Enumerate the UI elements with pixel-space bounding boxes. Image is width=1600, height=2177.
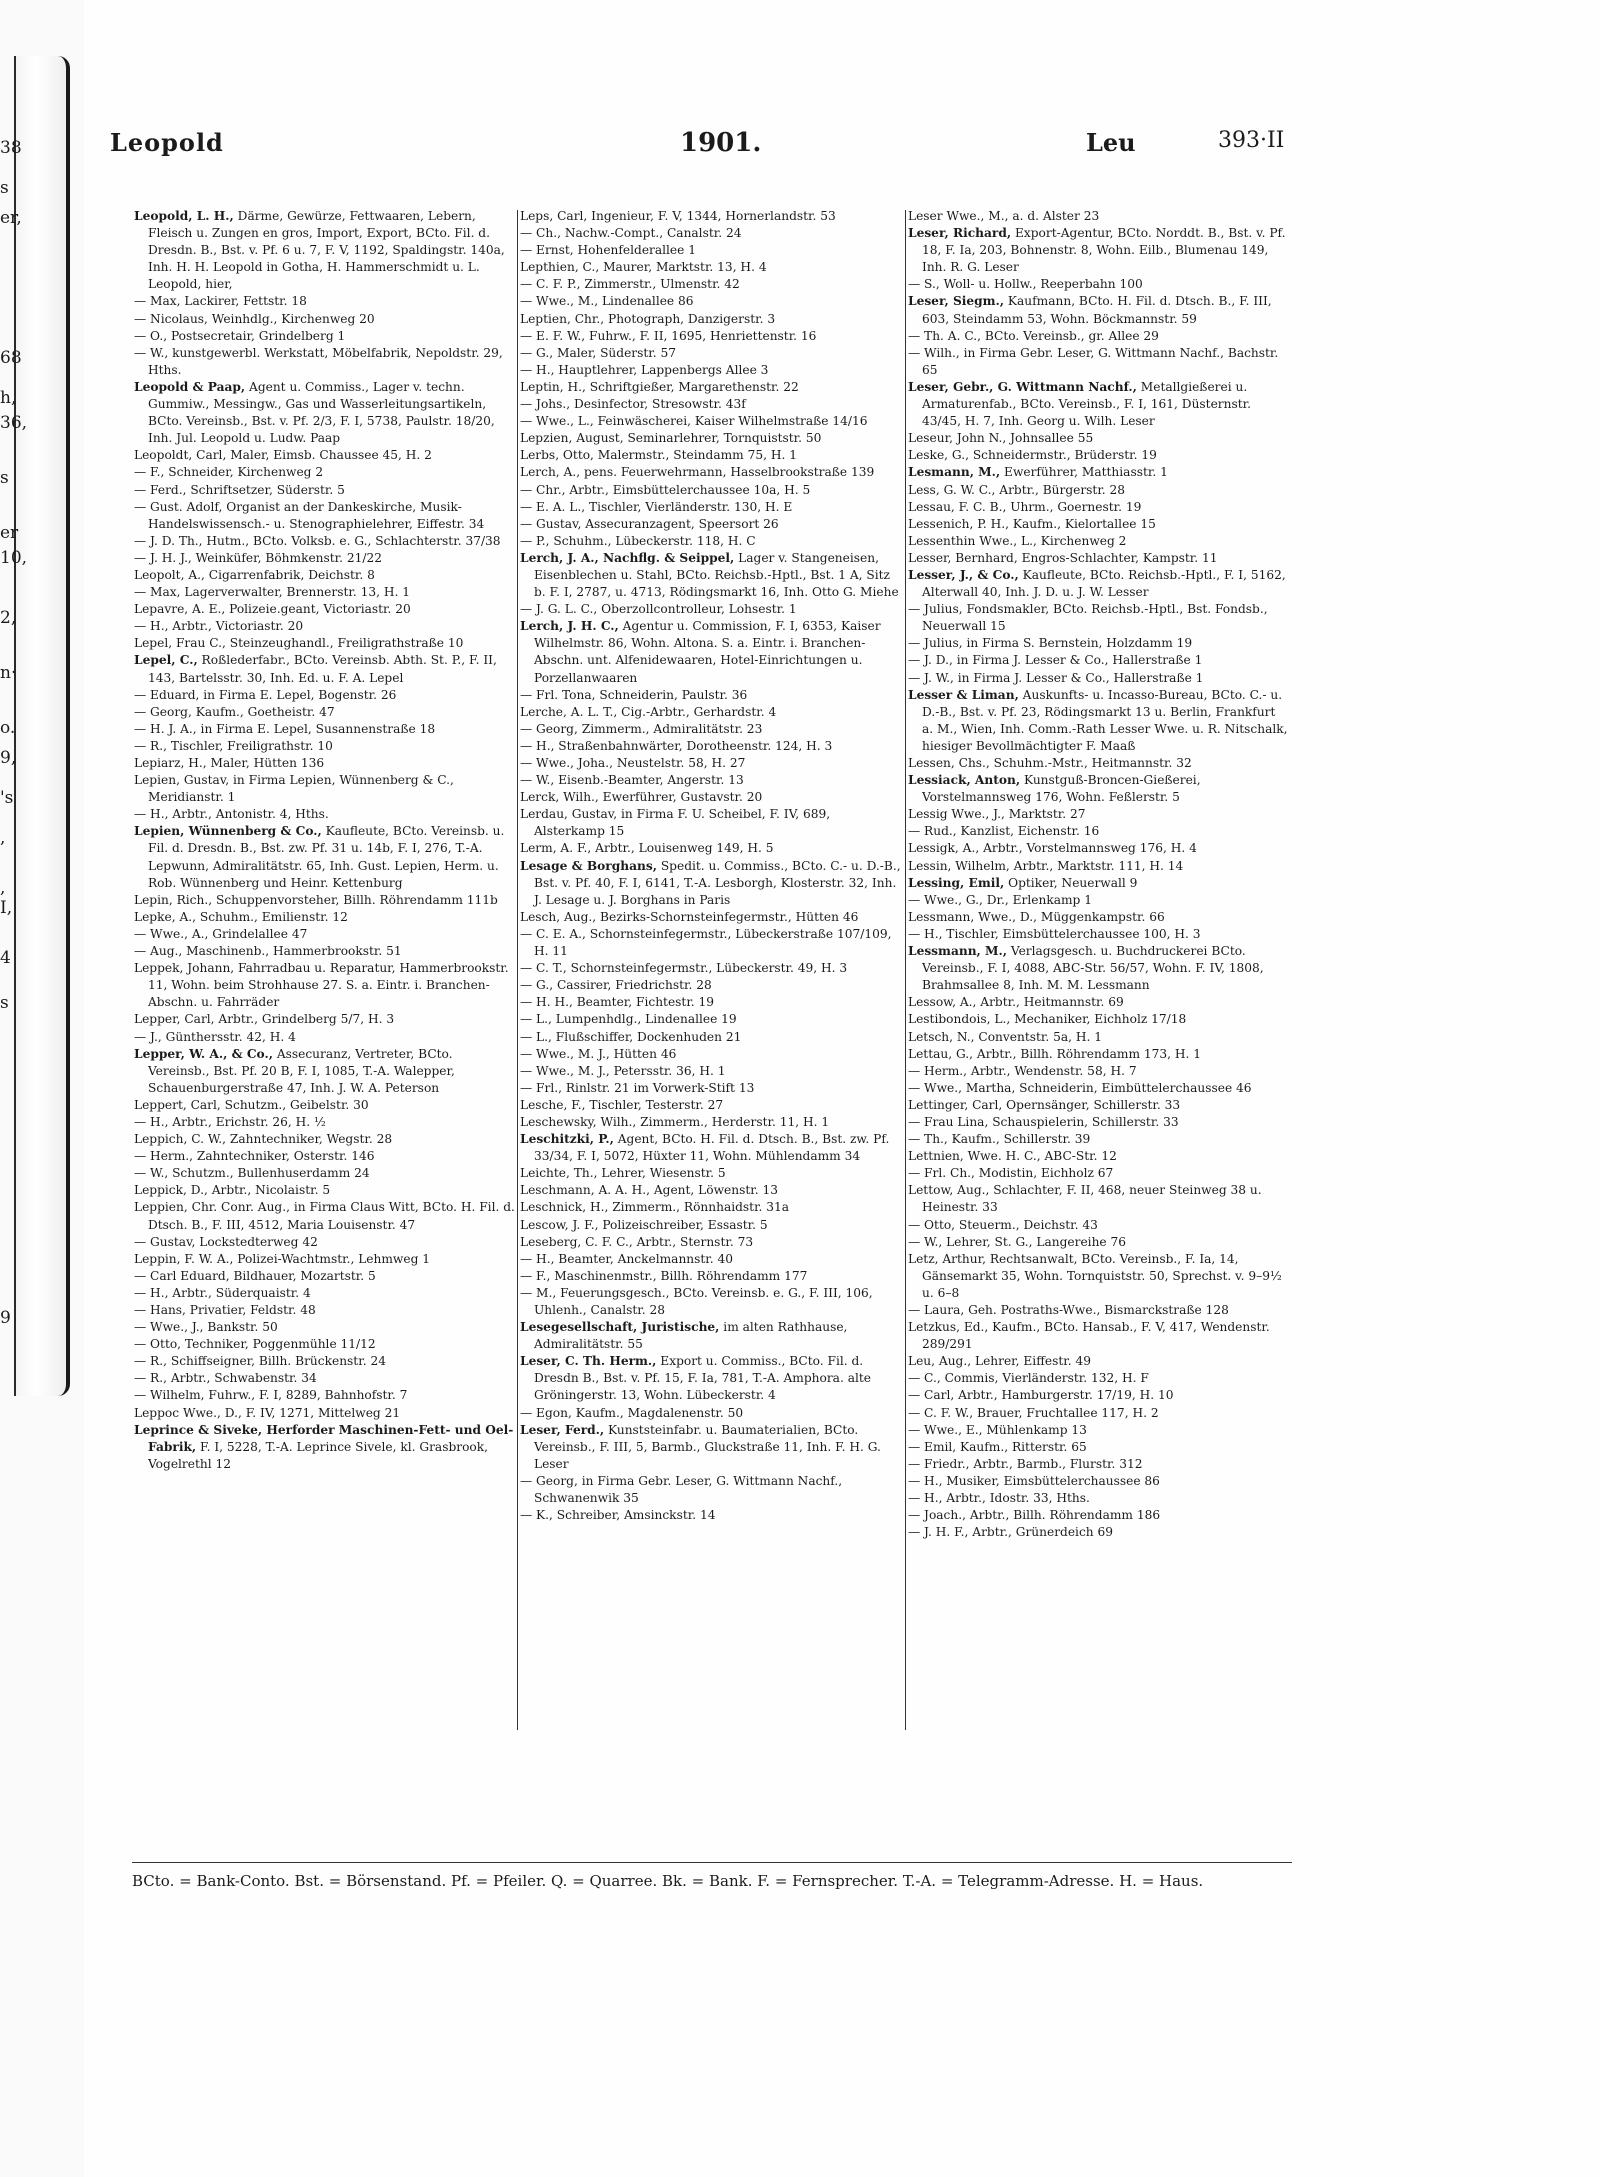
running-head-left: Leopold — [110, 128, 224, 157]
column-divider — [517, 210, 518, 1730]
directory-entry: — M., Feuerungsgesch., BCto. Vereinsb. e. G., F. III, 106, Uhlenh., Canalstr. 28 — [520, 1285, 873, 1317]
directory-entry: Leprince & Siveke, Herforder Maschinen-Fett- und Oel-Fabrik, F. I, 5228, T.-A. Leprince Sivele, kl. Grasbrook, Vogelrethl 12 — [134, 1422, 514, 1471]
directory-entry: — Rud., Kanzlist, Eichenstr. 16 — [908, 824, 1100, 839]
margin-fragment: 36, — [0, 413, 28, 433]
directory-entry: Lepthien, C., Maurer, Marktstr. 13, H. 4 — [520, 260, 767, 275]
directory-entry: Lessenich, P. H., Kaufm., Kielortallee 15 — [908, 516, 1156, 531]
directory-entry: — Frl., Rinlstr. 21 im Vorwerk-Stift 13 — [520, 1080, 755, 1095]
directory-entry: — W., Schutzm., Bullenhuserdamm 24 — [134, 1166, 370, 1181]
directory-entry: — Laura, Geh. Postraths-Wwe., Bismarckstraße 128 — [908, 1303, 1229, 1317]
directory-entry: — Wilh., in Firma Gebr. Leser, G. Wittmann Nachf., Bachstr. 65 — [908, 345, 1279, 377]
directory-entry: — Hans, Privatier, Feldstr. 48 — [134, 1303, 316, 1317]
directory-entry: Lessenthin Wwe., L., Kirchenweg 2 — [908, 533, 1127, 548]
directory-entry: — Ch., Nachw.-Compt., Canalstr. 24 — [520, 226, 742, 241]
directory-entry: Leschewsky, Wilh., Zimmerm., Herderstr. 11, H. 1 — [520, 1114, 830, 1129]
directory-entry: — H., Beamter, Anckelmannstr. 40 — [520, 1251, 734, 1266]
directory-entry: — Herm., Arbtr., Wendenstr. 58, H. 7 — [908, 1063, 1137, 1078]
directory-entry: Lesche, F., Tischler, Testerstr. 27 — [520, 1097, 724, 1112]
margin-fragment: s — [0, 993, 9, 1013]
directory-entry: Lesmann, M., Ewerführer, Matthiasstr. 1 — [908, 465, 1168, 480]
directory-entry: — J. D., in Firma J. Lesser & Co., Hallerstraße 1 — [908, 653, 1203, 668]
directory-entry: — H., Tischler, Eimsbüttelerchaussee 100, H. 3 — [908, 926, 1201, 941]
directory-entry: Lettnien, Wwe. H. C., ABC-Str. 12 — [908, 1149, 1117, 1164]
directory-entry: — Egon, Kaufm., Magdalenenstr. 50 — [520, 1405, 744, 1420]
directory-entry: Lesser, J., & Co., Kaufleute, BCto. Reichsb.-Hptl., F. I, 5162, Alterwall 40, Inh. J. D. u. J. W. Lesser — [908, 567, 1286, 600]
directory-entry: — L., Lumpenhdlg., Lindenallee 19 — [520, 1012, 737, 1027]
directory-entry: Lessow, A., Arbtr., Heitmannstr. 69 — [908, 995, 1124, 1010]
directory-entry: Leske, G., Schneidermstr., Brüderstr. 19 — [908, 448, 1157, 463]
directory-entry: Lepavre, A. E., Polizeie.geant, Victoriastr. 20 — [134, 602, 411, 617]
directory-entry: — C. F. P., Zimmerstr., Ulmenstr. 42 — [520, 277, 740, 292]
directory-entry: — Herm., Zahntechniker, Osterstr. 146 — [134, 1149, 375, 1164]
directory-entry: Leser, Gebr., G. Wittmann Nachf., Metallgießerei u. Armaturenfab., BCto. Vereinsb., F. I, 161, Düsternstr. 43/45, H. 7, Inh. Georg u. Wilh. Leser — [908, 379, 1251, 429]
directory-entry: Lerche, A. L. T., Cig.-Arbtr., Gerhardstr. 4 — [520, 704, 777, 719]
column-divider — [905, 210, 906, 1730]
directory-entry: Leptien, Chr., Photograph, Danzigerstr. 3 — [520, 311, 776, 326]
directory-entry: Lettau, G., Arbtr., Billh. Röhrendamm 173, H. 1 — [908, 1046, 1202, 1061]
directory-entry: Lesser, Bernhard, Engros-Schlachter, Kampstr. 11 — [908, 550, 1218, 565]
directory-entry: — Th. A. C., BCto. Vereinsb., gr. Allee 29 — [908, 328, 1159, 343]
margin-fragment: h, — [0, 388, 17, 408]
directory-entry: — C., Commis, Vierländerstr. 132, H. F — [908, 1371, 1149, 1386]
directory-entry: Lettow, Aug., Schlachter, F. II, 468, neuer Steinweg 38 u. Heinestr. 33 — [908, 1183, 1262, 1215]
directory-entry: Leseur, John N., Johnsallee 55 — [908, 431, 1094, 446]
directory-entry: Lerbs, Otto, Malermstr., Steindamm 75, H. 1 — [520, 448, 797, 463]
page-number: 393·II — [1218, 128, 1285, 153]
directory-entry: — Th., Kaufm., Schillerstr. 39 — [908, 1132, 1091, 1147]
directory-entry: — W., kunstgewerbl. Werkstatt, Möbelfabrik, Nepoldstr. 29, Hths. — [134, 345, 503, 377]
directory-entry: Lessigk, A., Arbtr., Vorstelmannsweg 176, H. 4 — [908, 841, 1197, 856]
directory-entry: — H., Straßenbahnwärter, Dorotheenstr. 124, H. 3 — [520, 738, 833, 753]
directory-entry: Less, G. W. C., Arbtr., Bürgerstr. 28 — [908, 482, 1126, 497]
directory-entry: Lepke, A., Schuhm., Emilienstr. 12 — [134, 909, 348, 924]
directory-entry: Leschitzki, P., Agent, BCto. H. Fil. d. Dtsch. B., Bst. zw. Pf. 33/34, F. I, 5072, Hüxter 11, Wohn. Mühlendamm 34 — [520, 1132, 890, 1164]
directory-entry: Leopold, L. H., Därme, Gewürze, Fettwaaren, Lebern, Fleisch u. Zungen en gros, Import, Export, BCto. Fil. d. Dresdn. B., Bst. v. Pf. 6 u. 7, F. V, 1192, Spaldingstr. 140a, Inh. H. H. Leopold in Gotha, H. Hammerschmidt u. L. Leopold, hier, — [134, 209, 505, 292]
year-heading: 1901. — [680, 128, 762, 158]
directory-entry: Lerdau, Gustav, in Firma F. U. Scheibel, F. IV, 689, Alsterkamp 15 — [520, 807, 831, 839]
directory-entry: Lerck, Wilh., Ewerführer, Gustavstr. 20 — [520, 790, 763, 805]
directory-entry: Lestibondois, L., Mechaniker, Eichholz 17/18 — [908, 1012, 1187, 1027]
directory-entry: Leppert, Carl, Schutzm., Geibelstr. 30 — [134, 1097, 369, 1112]
directory-entry: Lesage & Borghans, Spedit. u. Commiss., BCto. C.- u. D.-B., Bst. v. Pf. 40, F. I, 6141, T.-A. Lesborgh, Klosterstr. 32, Inh. J. Lesage u. J. Borghans in Paris — [520, 858, 901, 907]
directory-entry: — C. F. W., Brauer, Fruchtallee 117, H. 2 — [908, 1405, 1159, 1420]
directory-entry: Lessmann, Wwe., D., Müggenkampstr. 66 — [908, 909, 1165, 924]
directory-entry: Lepel, C., Roßlederfabr., BCto. Vereinsb. Abth. St. P., F. II, 143, Bartelsstr. 30, Inh. Ed. u. F. A. Lepel — [134, 653, 497, 685]
margin-fragment: s — [0, 178, 9, 198]
directory-entry: — J. W., in Firma J. Lesser & Co., Hallerstraße 1 — [908, 670, 1204, 685]
directory-entry: — Ernst, Hohenfelderallee 1 — [520, 243, 696, 258]
directory-entry: Leschmann, A. A. H., Agent, Löwenstr. 13 — [520, 1183, 778, 1198]
directory-entry: Leichte, Th., Lehrer, Wiesenstr. 5 — [520, 1166, 726, 1181]
footer-rule — [132, 1862, 1292, 1863]
directory-entry: Lepper, Carl, Arbtr., Grindelberg 5/7, H. 3 — [134, 1012, 395, 1027]
directory-entry: — Carl, Arbtr., Hamburgerstr. 17/19, H. 10 — [908, 1388, 1174, 1403]
directory-entry: — Johs., Desinfector, Stresowstr. 43f — [520, 397, 746, 412]
directory-entry: — S., Woll- u. Hollw., Reeperbahn 100 — [908, 277, 1143, 292]
directory-entry: Leschnick, H., Zimmerm., Rönnhaidstr. 31a — [520, 1200, 790, 1215]
directory-entry: — J. H. J., Weinküfer, Böhmkenstr. 21/22 — [134, 550, 383, 565]
margin-fragment: er, — [0, 208, 22, 228]
directory-entry: Lerch, J. A., Nachflg. & Seippel, Lager v. Stangeneisen, Eisenblechen u. Stahl, BCto. Reichsb.-Hptl., Bst. 1 A, Sitz b. F. I, 2787, u. 4713, Rödingsmarkt 16, Inh. Otto G. Miehe — [520, 550, 899, 600]
directory-entry: — F., Schneider, Kirchenweg 2 — [134, 465, 324, 480]
directory-column-3 — [908, 208, 1288, 1868]
margin-fragment: n· — [0, 663, 17, 683]
directory-entry: — Wilhelm, Fuhrw., F. I, 8289, Bahnhofstr. 7 — [134, 1388, 408, 1403]
directory-entry: — Nicolaus, Weinhdlg., Kirchenweg 20 — [134, 311, 375, 326]
directory-entry: — Wwe., L., Feinwäscherei, Kaiser Wilhelmstraße 14/16 — [520, 414, 868, 429]
directory-entry: Lepzien, August, Seminarlehrer, Tornquiststr. 50 — [520, 431, 822, 446]
directory-entry: — W., Eisenb.-Beamter, Angerstr. 13 — [520, 773, 744, 788]
directory-entry: Lepien, Gustav, in Firma Lepien, Wünnenberg & C., Meridianstr. 1 — [134, 773, 454, 805]
directory-entry: Leppich, C. W., Zahntechniker, Wegstr. 28 — [134, 1132, 393, 1147]
directory-entry: Leptin, H., Schriftgießer, Margarethenstr. 22 — [520, 379, 799, 394]
directory-entry: Leppin, F. W. A., Polizei-Wachtmstr., Lehmweg 1 — [134, 1251, 431, 1266]
directory-entry: Leopold & Paap, Agent u. Commiss., Lager v. techn. Gummiw., Messingw., Gas und Wasserleitungsartikeln, BCto. Vereinsb., Bst. v. Pf. 2/3, F. I, 5738, Paulstr. 18/20, Inh. Jul. Leopold u. Ludw. Paap — [134, 379, 495, 446]
margin-fragment: 's — [0, 788, 14, 808]
directory-entry: — H., Arbtr., Süderquaistr. 4 — [134, 1285, 311, 1300]
directory-entry: Letzkus, Ed., Kaufm., BCto. Hansab., F. V, 417, Wendenstr. 289/291 — [908, 1320, 1270, 1352]
directory-entry: Lessen, Chs., Schuhm.-Mstr., Heitmannstr. 32 — [908, 756, 1192, 770]
directory-entry: — H., Arbtr., Erichstr. 26, H. ½ — [134, 1114, 326, 1129]
directory-entry: — J., Günthersstr. 42, H. 4 — [134, 1029, 296, 1044]
book-binding — [0, 0, 84, 2177]
directory-entry: — E. F. W., Fuhrw., F. II, 1695, Henriettenstr. 16 — [520, 328, 817, 343]
directory-entry: Lepiarz, H., Maler, Hütten 136 — [134, 756, 325, 770]
directory-entry: — Julius, Fondsmakler, BCto. Reichsb.-Hptl., Bst. Fondsb., Neuerwall 15 — [908, 602, 1268, 634]
directory-entry: — G., Cassirer, Friedrichstr. 28 — [520, 978, 712, 993]
directory-entry: Lepien, Wünnenberg & Co., Kaufleute, BCto. Vereinsb. u. Fil. d. Dresdn. B., Bst. zw. Pf. 31 u. 14b, F. I, 276, T.-A. Lepwunn, Admiralitätstr. 65, Inh. Gust. Lepien, Herm. u. Rob. Wünnenberg und Heinr. Kettenburg — [134, 824, 505, 890]
directory-entry: Lepper, W. A., & Co., Assecuranz, Vertreter, BCto. Vereinsb., Bst. Pf. 20 B, F. I, 1085, T.-A. Walepper, Schauenburgerstraße 47, Inh. J. W. A. Peterson — [134, 1046, 455, 1095]
directory-entry: — H., Arbtr., Victoriastr. 20 — [134, 619, 304, 634]
directory-entry: — Ferd., Schriftsetzer, Süderstr. 5 — [134, 482, 345, 497]
directory-entry: — Friedr., Arbtr., Barmb., Flurstr. 312 — [908, 1456, 1143, 1471]
directory-entry: — Julius, in Firma S. Bernstein, Holzdamm 19 — [908, 636, 1193, 651]
directory-entry: — H., Musiker, Eimsbüttelerchaussee 86 — [908, 1473, 1160, 1488]
directory-entry: Leser, Richard, Export-Agentur, BCto. Norddt. B., Bst. v. Pf. 18, F. Ia, 203, Bohnenstr. 8, Wohn. Eilb., Blumenau 149, Inh. R. G. Leser — [908, 226, 1286, 275]
directory-entry: Letsch, N., Conventstr. 5a, H. 1 — [908, 1029, 1103, 1044]
margin-fragment: I, — [0, 898, 13, 918]
directory-entry: — Wwe., M. J., Hütten 46 — [520, 1046, 677, 1061]
directory-entry: — P., Schuhm., Lübeckerstr. 118, H. C — [520, 533, 756, 548]
directory-entry: — H., Hauptlehrer, Lappenbergs Allee 3 — [520, 362, 769, 377]
directory-entry: — Wwe., Joha., Neustelstr. 58, H. 27 — [520, 756, 746, 770]
directory-entry: Lesch, Aug., Bezirks-Schornsteinfegermstr., Hütten 46 — [520, 909, 859, 924]
directory-entry: Lessig Wwe., J., Marktstr. 27 — [908, 807, 1086, 822]
directory-entry: — Gustav, Assecuranzagent, Speersort 26 — [520, 516, 779, 531]
directory-entry: Lessmann, M., Verlagsgesch. u. Buchdruckerei BCto. Vereinsb., F. I, 4088, ABC-Str. 56/57, Wohn. F. IV, 1808, Brahmsallee 8, Inh. M. M. Lessmann — [908, 944, 1264, 993]
directory-entry: — J. G. L. C., Oberzollcontrolleur, Lohsestr. 1 — [520, 602, 797, 617]
directory-entry: Leppick, D., Arbtr., Nicolaistr. 5 — [134, 1183, 331, 1198]
directory-entry: — O., Postsecretair, Grindelberg 1 — [134, 328, 346, 343]
directory-entry: — J. D. Th., Hutm., BCto. Volksb. e. G., Schlachterstr. 37/38 — [134, 533, 501, 548]
abbreviation-legend: BCto. = Bank-Conto. Bst. = Börsenstand. Pf. = Pfeiler. Q. = Quarree. Bk. = Bank. F. = Fernsprecher. T.-A. = Telegramm-Adresse. H. = Haus. — [132, 1872, 1204, 1890]
directory-entry: — F., Maschinenmstr., Billh. Röhrendamm 177 — [520, 1268, 808, 1283]
directory-entry: Leseberg, C. F. C., Arbtr., Sternstr. 73 — [520, 1234, 754, 1249]
directory-entry: — R., Arbtr., Schwabenstr. 34 — [134, 1371, 317, 1386]
directory-entry: Lerch, A., pens. Feuerwehrmann, Hasselbrookstraße 139 — [520, 465, 875, 480]
directory-entry: — Georg, Kaufm., Goetheistr. 47 — [134, 704, 335, 719]
directory-entry: Leser, C. Th. Herm., Export u. Commiss., BCto. Fil. d. Dresdn B., Bst. v. Pf. 15, F. Ia, 781, T.-A. Amphora. alte Gröningerstr. 13, Wohn. Lübeckerstr. 4 — [520, 1354, 871, 1403]
directory-entry: Lerm, A. F., Arbtr., Louisenweg 149, H. 5 — [520, 841, 774, 856]
directory-entry: Lepel, Frau C., Steinzeughandl., Freiligrathstraße 10 — [134, 636, 464, 651]
directory-entry: — K., Schreiber, Amsinckstr. 14 — [520, 1508, 716, 1523]
directory-entry: Leser, Siegm., Kaufmann, BCto. H. Fil. d. Dtsch. B., F. III, 603, Steindamm 53, Wohn. Böckmannstr. 59 — [908, 294, 1272, 326]
directory-entry: Lepin, Rich., Schuppenvorsteher, Billh. Röhrendamm 111b — [134, 892, 498, 907]
margin-fragment: er — [0, 523, 19, 543]
directory-entry: — Joach., Arbtr., Billh. Röhrendamm 186 — [908, 1508, 1161, 1523]
directory-column-2 — [520, 208, 904, 1868]
directory-entry: Lessin, Wilhelm, Arbtr., Marktstr. 111, H. 14 — [908, 858, 1184, 873]
directory-entry: — G., Maler, Süderstr. 57 — [520, 345, 677, 360]
directory-entry: — J. H. F., Arbtr., Grünerdeich 69 — [908, 1525, 1114, 1540]
directory-entry: — H. H., Beamter, Fichtestr. 19 — [520, 995, 715, 1010]
directory-entry: Lessiack, Anton, Kunstguß-Broncen-Gießerei, Vorstelmannsweg 176, Wohn. Feßlerstr. 5 — [908, 773, 1201, 805]
directory-entry: Leppek, Johann, Fahrradbau u. Reparatur, Hammerbrookstr. 11, Wohn. beim Strohhause 27. S. a. Eintr. i. Branchen-Abschn. u. Fahrräder — [134, 961, 509, 1010]
margin-fragment: o. — [0, 718, 16, 738]
directory-entry: Lessau, F. C. B., Uhrm., Goernestr. 19 — [908, 499, 1142, 514]
directory-entry: — L., Flußschiffer, Dockenhuden 21 — [520, 1029, 742, 1044]
directory-entry: — Frl. Ch., Modistin, Eichholz 67 — [908, 1166, 1114, 1181]
directory-entry: — Wwe., M. J., Petersstr. 36, H. 1 — [520, 1063, 726, 1078]
margin-fragment: 9, — [0, 748, 17, 768]
directory-entry: — Frau Lina, Schauspielerin, Schillerstr. 33 — [908, 1114, 1179, 1129]
directory-entry: Lesser & Liman, Auskunfts- u. Incasso-Bureau, BCto. C.- u. D.-B., Bst. v. Pf. 23, Rödingsmarkt 13 u. Berlin, Frankfurt a. M., Wien, Inh. Comm.-Rath Lesser Wwe. u. R. Nitschalk, hiesiger Bevollmächtigter F. Maaß — [908, 687, 1288, 753]
directory-entry: Leopolt, A., Cigarrenfabrik, Deichstr. 8 — [134, 567, 375, 582]
margin-fragment: 9 — [0, 1308, 11, 1328]
directory-entry: — Gust. Adolf, Organist an der Dankeskirche, Musik-Handelswissensch.- u. Stenographielehrer, Eiffestr. 34 — [134, 499, 485, 531]
directory-entry: Leppien, Chr. Conr. Aug., in Firma Claus Witt, BCto. H. Fil. d. Dtsch. B., F. III, 4512, Maria Louisenstr. 47 — [134, 1200, 515, 1232]
margin-fragment: 10, — [0, 548, 28, 568]
directory-entry: Lescow, J. F., Polizeischreiber, Essastr. 5 — [520, 1217, 768, 1232]
directory-entry: — Chr., Arbtr., Eimsbüttelerchaussee 10a, H. 5 — [520, 482, 811, 497]
directory-entry: — Carl Eduard, Bildhauer, Mozartstr. 5 — [134, 1268, 376, 1283]
directory-entry: — H., Arbtr., Antonistr. 4, Hths. — [134, 807, 329, 822]
directory-entry: — Eduard, in Firma E. Lepel, Bogenstr. 26 — [134, 687, 397, 702]
directory-entry: — Georg, in Firma Gebr. Leser, G. Wittmann Nachf., Schwanenwik 35 — [520, 1473, 843, 1506]
directory-entry: Lessing, Emil, Optiker, Neuerwall 9 — [908, 875, 1138, 890]
directory-entry: — Otto, Steuerm., Deichstr. 43 — [908, 1217, 1098, 1232]
margin-fragment: , — [0, 828, 6, 848]
margin-fragment: 38 — [0, 138, 22, 158]
directory-entry: — Wwe., G., Dr., Erlenkamp 1 — [908, 892, 1092, 907]
directory-entry: — Aug., Maschinenb., Hammerbrookstr. 51 — [134, 944, 402, 959]
directory-entry: — R., Schiffseigner, Billh. Brückenstr. 24 — [134, 1354, 386, 1369]
directory-entry: — W., Lehrer, St. G., Langereihe 76 — [908, 1234, 1127, 1249]
directory-entry: — Wwe., E., Mühlenkamp 13 — [908, 1422, 1087, 1437]
directory-entry: — Frl. Tona, Schneiderin, Paulstr. 36 — [520, 687, 748, 702]
facing-page-margin-text — [0, 140, 84, 1540]
directory-entry: Letz, Arthur, Rechtsanwalt, BCto. Vereinsb., F. Ia, 14, Gänsemarkt 35, Wohn. Tornquiststr. 50, Sprechst. v. 9–9½ u. 6–8 — [908, 1251, 1282, 1300]
margin-fragment: 2, — [0, 608, 17, 628]
directory-entry: — H., Arbtr., Idostr. 33, Hths. — [908, 1491, 1090, 1506]
directory-entry: — H. J. A., in Firma E. Lepel, Susannenstraße 18 — [134, 721, 436, 736]
margin-fragment: , — [0, 878, 6, 898]
directory-entry: — Gustav, Lockstedterweg 42 — [134, 1234, 318, 1249]
directory-entry: — Emil, Kaufm., Ritterstr. 65 — [908, 1439, 1087, 1454]
directory-entry: Lerch, J. H. C., Agentur u. Commission, F. I, 6353, Kaiser Wilhelmstr. 86, Wohn. Altona. S. a. Eintr. i. Branchen-Abschn. unt. Alfenidewaaren, Hotel-Einrichtungen u. Porzellanwaaren — [520, 619, 881, 685]
directory-entry: — Wwe., A., Grindelallee 47 — [134, 926, 308, 941]
directory-entry: Leu, Aug., Lehrer, Eiffestr. 49 — [908, 1354, 1091, 1369]
directory-entry: — Wwe., Martha, Schneiderin, Eimbüttelerchaussee 46 — [908, 1080, 1252, 1095]
directory-entry: Leopoldt, Carl, Maler, Eimsb. Chaussee 45, H. 2 — [134, 448, 432, 463]
directory-entry: — E. A. L., Tischler, Vierländerstr. 130, H. E — [520, 499, 793, 514]
margin-fragment: 4 — [0, 948, 11, 968]
directory-entry: Leppoc Wwe., D., F. IV, 1271, Mittelweg 21 — [134, 1405, 401, 1420]
directory-entry: — R., Tischler, Freiligrathstr. 10 — [134, 738, 333, 753]
directory-entry: — Wwe., M., Lindenallee 86 — [520, 294, 694, 309]
margin-fragment: 68 — [0, 348, 22, 368]
directory-entry: Leser Wwe., M., a. d. Alster 23 — [908, 209, 1100, 223]
directory-entry: — Wwe., J., Bankstr. 50 — [134, 1320, 278, 1335]
directory-entry: Leser, Ferd., Kunststeinfabr. u. Baumaterialien, BCto. Vereinsb., F. III, 5, Barmb., Gluckstraße 11, Inh. F. H. G. Leser — [520, 1422, 881, 1471]
page-header — [110, 128, 1300, 164]
directory-entry: — Max, Lackirer, Fettstr. 18 — [134, 294, 307, 309]
directory-entry: — Max, Lagerverwalter, Brennerstr. 13, H. 1 — [134, 585, 410, 600]
directory-entry: Lesegesellschaft, Juristische, im alten Rathhause, Admiralitätstr. 55 — [520, 1320, 848, 1352]
directory-entry: — C. T., Schornsteinfegermstr., Lübeckerstr. 49, H. 3 — [520, 961, 848, 976]
directory-column-1 — [134, 208, 516, 1868]
directory-entry: Lettinger, Carl, Opernsänger, Schillerstr. 33 — [908, 1097, 1181, 1112]
directory-entry: — C. E. A., Schornsteinfegermstr., Lübeckerstraße 107/109, H. 11 — [520, 926, 892, 959]
running-head-right: Leu — [1086, 128, 1136, 157]
directory-entry: Leps, Carl, Ingenieur, F. V, 1344, Hornerlandstr. 53 — [520, 209, 836, 223]
directory-entry: — Georg, Zimmerm., Admiralitätstr. 23 — [520, 721, 763, 736]
directory-entry: — Otto, Techniker, Poggenmühle 11/12 — [134, 1337, 376, 1352]
margin-fragment: s — [0, 468, 9, 488]
